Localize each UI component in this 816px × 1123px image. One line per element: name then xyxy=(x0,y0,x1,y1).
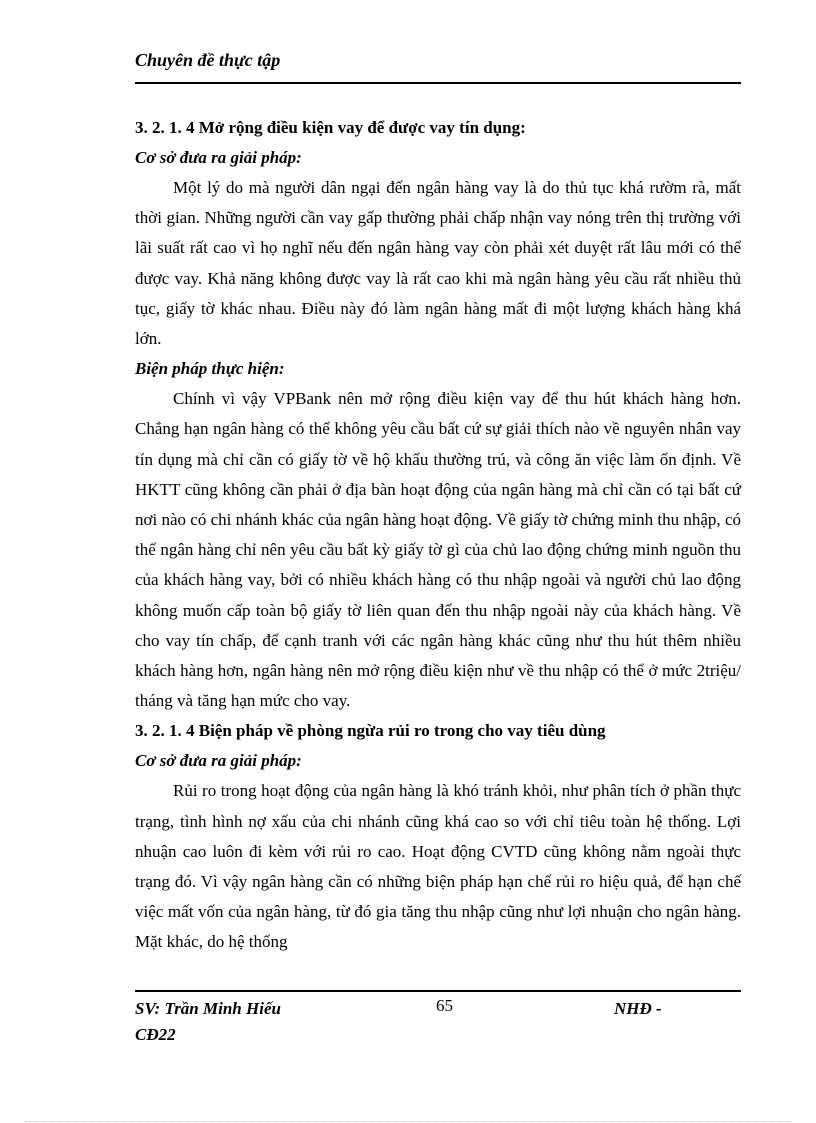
footer-student-name: SV: Trần Minh Hiếu xyxy=(135,999,281,1018)
section-heading-risk-prevention: 3. 2. 1. 4 Biện pháp về phòng ngừa rủi ro trong cho vay tiêu dùng xyxy=(135,721,606,741)
footer-divider xyxy=(135,990,741,992)
page-bottom-dotted-edge xyxy=(25,1121,791,1122)
basis-paragraph-risk-prevention: Rủi ro trong hoạt động của ngân hàng là khó tránh khỏi, như phân tích ở phần thực trạng, tình hình nợ xấu của chi nhánh cũng khá cao so với chỉ tiêu toàn hệ thống. Lợi nhuận cao luôn đi kèm với rủi ro cao. Hoạt động CVTD cũng không nằm ngoài thực trạng đó. Vì vậy ngân hàng cần có những biện pháp hạn chế rủi ro hiệu quả, để hạn chế việc mất vốn của ngân hàng, từ đó gia tăng thu nhập cũng như lợi nhuận cho ngân hàng. Mặt khác, do hệ thống xyxy=(135,781,741,952)
page-number: 65 xyxy=(436,996,453,1015)
running-header-title: Chuyên đề thực tập xyxy=(135,50,281,70)
measure-label-loan-conditions: Biện pháp thực hiện: xyxy=(135,359,285,379)
footer-class-code: CĐ22 xyxy=(135,1025,176,1044)
footer-department: NHĐ - xyxy=(614,999,662,1018)
measure-paragraph-loan-conditions: Chính vì vậy VPBank nên mở rộng điều kiện vay để thu hút khách hàng hơn. Chẳng hạn ngân hàng có thể không yêu cầu bất cứ sự giải thích nào về nguyên nhân vay tín dụng mà chỉ cần có giấy tờ về hộ khẩu thường trú, và công ăn việc làm ổn định. Về HKTT cũng không cần phải ở địa bàn hoạt động của ngân hàng mà chỉ cần có tại bất cứ nơi nào có chi nhánh khác của ngân hàng hoạt động. Về giấy tờ chứng minh thu nhập, có thể ngân hàng chỉ nên yêu cầu bất kỳ giấy tờ gì của chủ lao động chứng minh nguồn thu của khách hàng vay, bởi có nhiều khách hàng có thu nhập ngoài và người chủ lao động không muốn cấp toàn bộ giấy tờ liên quan đến thu nhập ngoài này của khách hàng. Về cho vay tín chấp, để cạnh tranh với các ngân hàng khác cũng như thu hút thêm nhiều khách hàng hơn, ngân hàng nên mở rộng điều kiện như về thu nhập có thể ở mức 2triệu/ tháng và tăng hạn mức cho vay. xyxy=(135,389,741,711)
basis-label-risk-prevention: Cơ sở đưa ra giải pháp: xyxy=(135,751,302,771)
page-body xyxy=(135,113,741,958)
footer-author xyxy=(135,996,281,1048)
header-divider xyxy=(135,82,741,84)
section-heading-loan-conditions: 3. 2. 1. 4 Mở rộng điều kiện vay để được vay tín dụng: xyxy=(135,118,526,137)
basis-label-loan-conditions: Cơ sở đưa ra giải pháp: xyxy=(135,148,302,167)
basis-paragraph-loan-conditions: Một lý do mà người dân ngại đến ngân hàng vay là do thủ tục khá rườm rà, mất thời gian. Những người cần vay gấp thường phải chấp nhận vay nóng trên thị trường với lãi suất rất cao vì họ nghĩ nếu đến ngân hàng vay còn phải xét duyệt rất lâu mới có thể được vay. Khả năng không được vay là rất cao khi mà ngân hàng yêu cầu rất nhiều thủ tục, giấy tờ khác nhau. Điều này đó làm ngân hàng mất đi một lượng khách hàng khá lớn. xyxy=(135,178,741,349)
